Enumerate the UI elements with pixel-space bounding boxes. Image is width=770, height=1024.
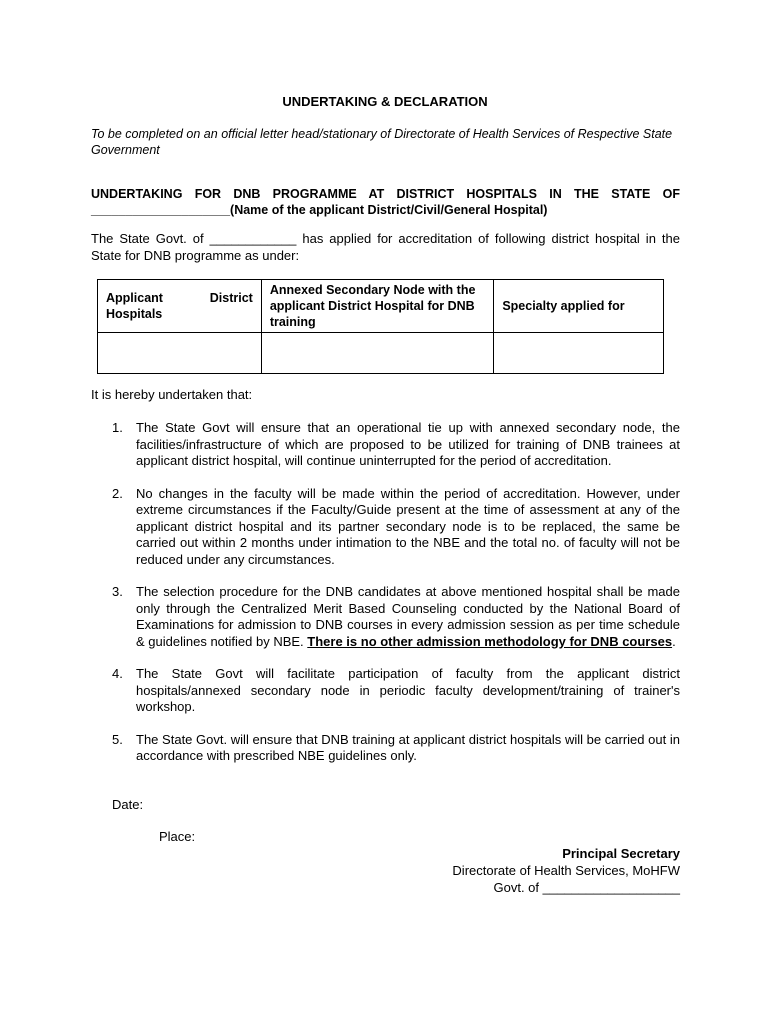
undertaken-intro: It is hereby undertaken that:: [91, 387, 253, 402]
header-annexed-secondary-node: Annexed Secondary Node with the applicant District Hospital for DNB training: [261, 280, 493, 333]
list-item: [112, 584, 680, 650]
list-item-number: 4.: [112, 666, 123, 681]
list-item-number: 3.: [112, 584, 123, 599]
list-item: [112, 486, 680, 569]
undertaking-heading: UNDERTAKING FOR DNB PROGRAMME AT DISTRICT HOSPITALS IN THE STATE OF ____________________(Name of the applicant District/Civil/General Hospital): [91, 187, 680, 217]
table-cell-hospital: [98, 333, 262, 374]
date-label: Date:: [112, 797, 144, 812]
header-applicant-label: Applicant: [106, 291, 163, 305]
table-header-row: [98, 280, 664, 333]
table-row: [98, 333, 664, 374]
list-item: [112, 420, 680, 470]
list-item: [112, 666, 680, 716]
hospital-table: [97, 279, 664, 374]
signatory-govt: Govt. of ___________________: [493, 880, 680, 895]
place-label: Place:: [159, 829, 196, 844]
header-district-label: District: [209, 291, 253, 305]
signatory-title: Principal Secretary: [562, 846, 680, 861]
table-cell-secondary-node: [261, 333, 493, 374]
table-cell-specialty: [494, 333, 664, 374]
accreditation-paragraph: The State Govt. of ____________ has applied for accreditation of following district hospital in the State for DNB programme as under:: [91, 231, 680, 263]
list-item-text: The State Govt will ensure that an operational tie up with annexed secondary node, the facilities/infrastructure of which are proposed to be utilized for training of DNB trainees at applicant district hospital, will continue uninterrupted for the period of accreditation.: [136, 420, 680, 468]
header-hospitals-label: Hospitals: [106, 307, 163, 321]
signatory-office: Directorate of Health Services, MoHFW: [452, 863, 680, 878]
document-title: UNDERTAKING & DECLARATION: [282, 94, 488, 109]
list-item-number: 1.: [112, 420, 123, 435]
list-item-number: 5.: [112, 731, 123, 747]
intro-instruction: To be completed on an official letter head/stationary of Directorate of Health Services of Respective State Government: [91, 127, 673, 157]
list-item: [112, 732, 680, 765]
header-specialty-applied: Specialty applied for: [494, 280, 664, 333]
list-item-number: 2.: [112, 485, 123, 501]
list-item-text: The State Govt will facilitate participation of faculty from the applicant district hospitals/annexed secondary node in periodic faculty development/training of trainer's workshop.: [136, 666, 680, 714]
list-item-text: The selection procedure for the DNB candidates at above mentioned hospital shall be made only through the Centralized Merit Based Counseling conducted by the National Board of Examinations for admission to DNB courses in every admission session as per time schedule & guidelines notified by NBE.: [136, 584, 680, 649]
signature-block: [452, 845, 680, 896]
list-item-emphasis: There is no other admission methodology for DNB courses: [307, 633, 673, 649]
list-item-tail: .: [672, 633, 676, 649]
header-applicant-district-hospitals: [98, 280, 262, 333]
undertaking-list: [112, 420, 680, 781]
list-item-text: The State Govt. will ensure that DNB training at applicant district hospitals will be carried out in accordance with prescribed NBE guidelines only.: [136, 731, 680, 763]
list-item-text: No changes in the faculty will be made within the period of accreditation. However, under extreme circumstances if the Faculty/Guide present at the time of assessment at any of the applicant district hospital and its partner secondary node is to be replaced, the same be carried out within 2 months under intimation to the NBE and the total no. of faculty will not be reduced under any circumstances.: [136, 485, 680, 567]
